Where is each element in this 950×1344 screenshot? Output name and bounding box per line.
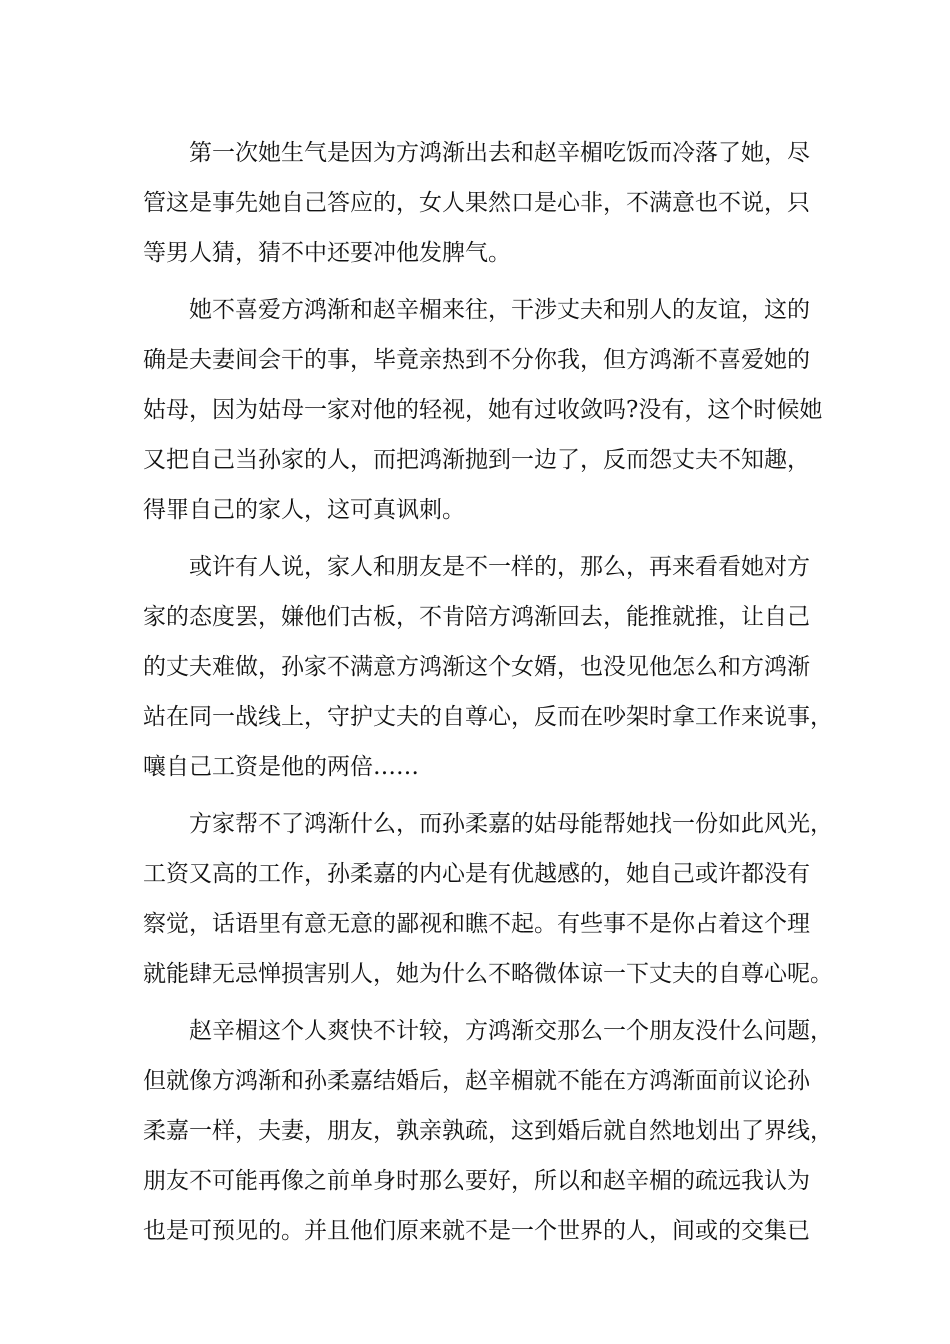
text-line: 工资又高的工作，孙柔嘉的内心是有优越感的，她自己或许都没有 [143, 861, 810, 887]
text-line: 家的态度罢，嫌他们古板，不肯陪方鸿渐回去，能推就推，让自己 [143, 604, 810, 630]
text-line: 察觉，话语里有意无意的鄙视和瞧不起。有些事不是你占着这个理 [143, 911, 810, 937]
text-line: 第一次她生气是因为方鸿渐出去和赵辛楣吃饭而冷落了她，尽 [189, 140, 810, 166]
text-line: 姑母，因为姑母一家对他的轻视，她有过收敛吗?没有，这个时候她 [143, 397, 823, 423]
text-line: 方家帮不了鸿渐什么，而孙柔嘉的姑母能帮她找一份如此风光， [189, 811, 833, 837]
paragraph [143, 799, 833, 999]
text-line: 但就像方鸿渐和孙柔嘉结婚后，赵辛楣就不能在方鸿渐面前议论孙 [143, 1068, 810, 1094]
paragraph-spacing [143, 278, 823, 285]
text-line: 管这是事先她自己答应的，女人果然口是心非，不满意也不说，只 [143, 190, 810, 216]
paragraph [143, 128, 823, 278]
paragraph [143, 542, 833, 792]
text-line: 她不喜爱方鸿渐和赵辛楣来往，干涉丈夫和别人的友谊，这的 [189, 297, 810, 323]
text-line: 得罪自己的家人，这可真讽刺。 [143, 497, 465, 523]
text-line: 朋友不可能再像之前单身时那么要好，所以和赵辛楣的疏远我认为 [143, 1168, 810, 1194]
paragraph-spacing [143, 535, 823, 542]
text-line: 也是可预见的。并且他们原来就不是一个世界的人，间或的交集已 [143, 1218, 810, 1244]
paragraph-spacing [143, 999, 823, 1006]
paragraph-spacing [143, 792, 823, 799]
text-line: 嚷自己工资是他的两倍…… [143, 754, 419, 780]
text-line: 就能肆无忌惮损害别人，她为什么不略微体谅一下丈夫的自尊心呢。 [143, 961, 833, 987]
text-line: 的丈夫难做，孙家不满意方鸿渐这个女婿，也没见他怎么和方鸿渐 [143, 654, 810, 680]
text-line: 赵辛楣这个人爽快不计较，方鸿渐交那么一个朋友没什么问题， [189, 1018, 833, 1044]
text-line: 等男人猜，猜不中还要冲他发脾气。 [143, 240, 511, 266]
text-line: 确是夫妻间会干的事，毕竟亲热到不分你我，但方鸿渐不喜爱她的 [143, 347, 810, 373]
paragraph [143, 285, 823, 535]
text-line: 或许有人说，家人和朋友是不一样的，那么，再来看看她对方 [189, 554, 810, 580]
text-line: 站在同一战线上，守护丈夫的自尊心，反而在吵架时拿工作来说事， [143, 704, 833, 730]
document-body [143, 128, 833, 1256]
paragraph [143, 1006, 833, 1256]
text-line: 柔嘉一样，夫妻，朋友，孰亲孰疏，这到婚后就自然地划出了界线， [143, 1118, 833, 1144]
text-line: 又把自己当孙家的人，而把鸿渐抛到一边了，反而怨丈夫不知趣， [143, 447, 810, 473]
